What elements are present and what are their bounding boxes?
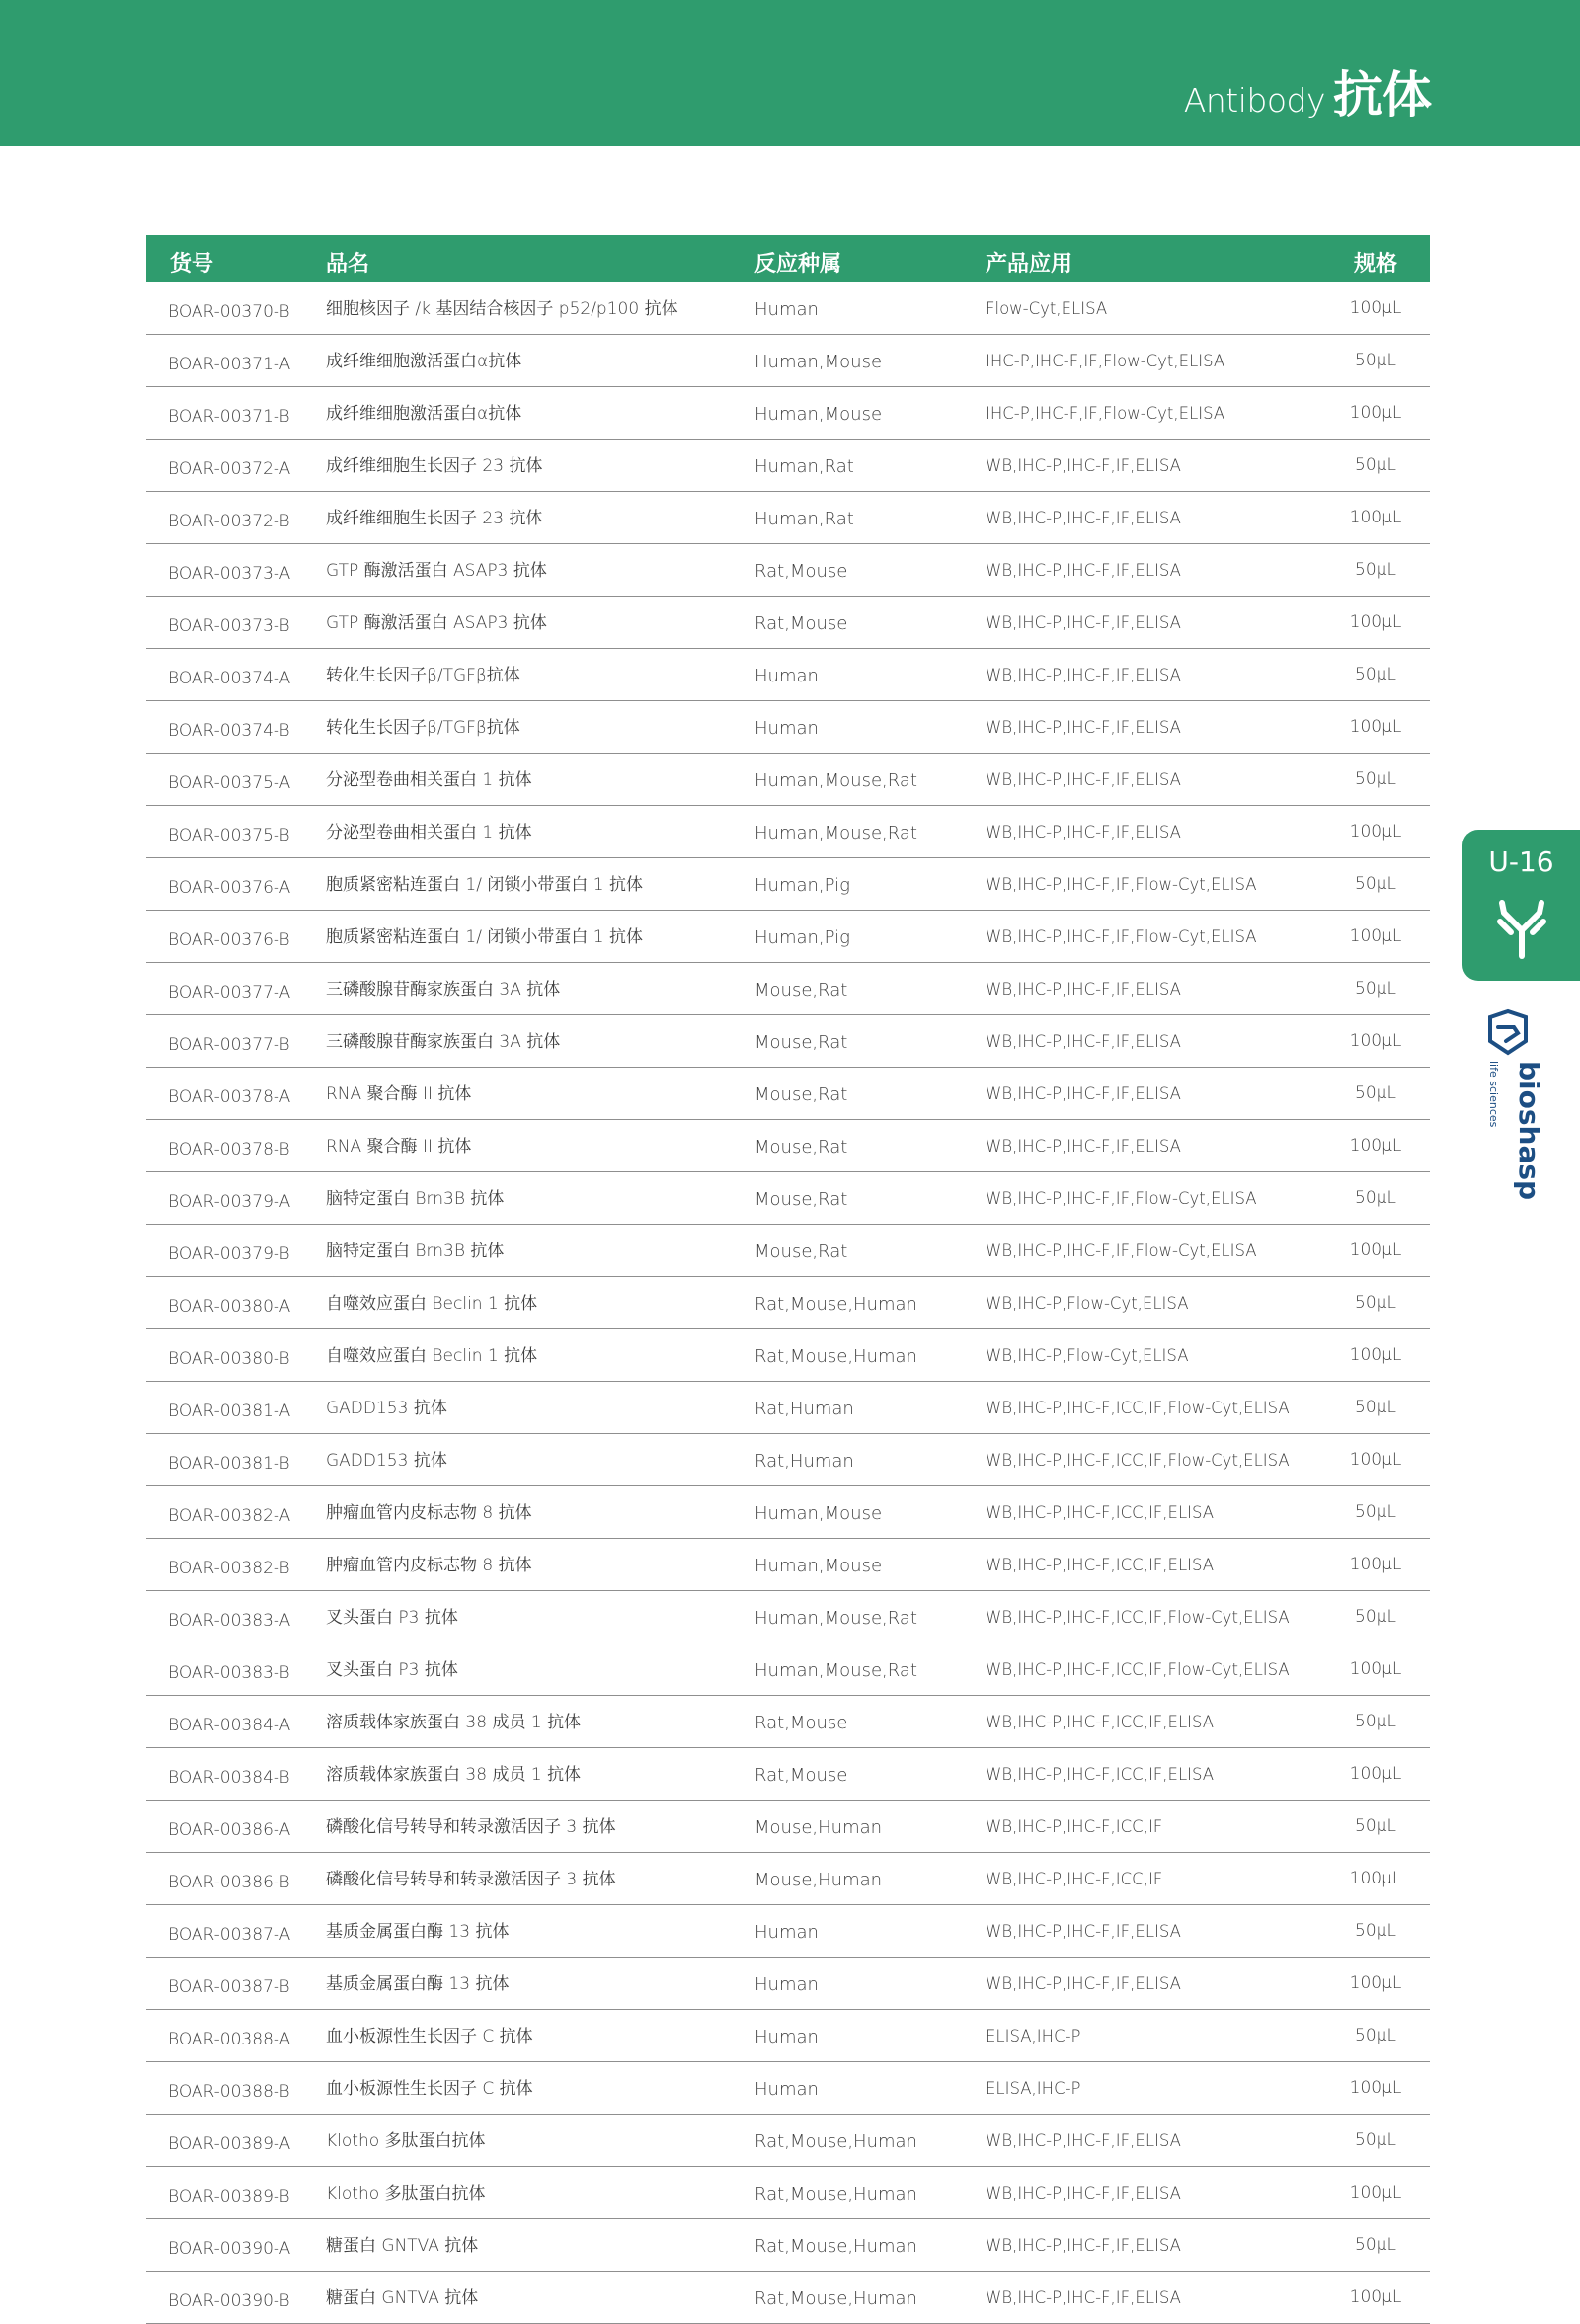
applications: Flow-Cyt,ELISA	[986, 282, 1321, 335]
table-row	[146, 492, 1430, 544]
product-name: 转化生长因子β/TGFβ抗体	[326, 649, 754, 701]
applications: WB,IHC-P,IHC-F,IF,ELISA	[986, 754, 1321, 806]
product-name: 分泌型卷曲相关蛋白 1 抗体	[326, 754, 754, 806]
page-number: U-16	[1488, 845, 1554, 878]
reactivity: Mouse,Human	[754, 1853, 986, 1905]
table-header-row	[146, 235, 1430, 282]
spec: 50μL	[1321, 544, 1430, 597]
product-code: BOAR-00375-B	[146, 806, 326, 858]
product-code: BOAR-00380-A	[146, 1277, 326, 1329]
product-name: 自噬效应蛋白 Beclin 1 抗体	[326, 1277, 754, 1329]
reactivity: Rat,Human	[754, 1434, 986, 1486]
applications: WB,IHC-P,IHC-F,IF,ELISA	[986, 963, 1321, 1015]
spec: 100μL	[1321, 387, 1430, 440]
product-name: 血小板源性生长因子 C 抗体	[326, 2062, 754, 2115]
header-band	[0, 0, 1580, 146]
table-row	[146, 544, 1430, 597]
reactivity: Rat,Mouse,Human	[754, 2219, 986, 2272]
reactivity: Human	[754, 2010, 986, 2062]
product-name: 磷酸化信号转导和转录激活因子 3 抗体	[326, 1801, 754, 1853]
product-name: 血小板源性生长因子 C 抗体	[326, 2010, 754, 2062]
reactivity: Human,Mouse	[754, 387, 986, 440]
product-code: BOAR-00387-A	[146, 1905, 326, 1958]
applications: ELISA,IHC-P	[986, 2062, 1321, 2115]
reactivity: Human,Mouse	[754, 335, 986, 387]
spec: 100μL	[1321, 2167, 1430, 2219]
reactivity: Human,Pig	[754, 911, 986, 963]
table-row	[146, 2272, 1430, 2324]
table-row	[146, 1382, 1430, 1434]
product-code: BOAR-00370-B	[146, 282, 326, 335]
applications: WB,IHC-P,IHC-F,IF,ELISA	[986, 1958, 1321, 2010]
spec: 50μL	[1321, 335, 1430, 387]
table-row	[146, 282, 1430, 335]
applications: WB,IHC-P,IHC-F,IF,ELISA	[986, 1905, 1321, 1958]
product-name: 胞质紧密粘连蛋白 1/ 闭锁小带蛋白 1 抗体	[326, 911, 754, 963]
product-name: 三磷酸腺苷酶家族蛋白 3A 抗体	[326, 963, 754, 1015]
applications: WB,IHC-P,IHC-F,IF,ELISA	[986, 544, 1321, 597]
product-name: 叉头蛋白 P3 抗体	[326, 1643, 754, 1696]
spec: 100μL	[1321, 492, 1430, 544]
product-code: BOAR-00388-A	[146, 2010, 326, 2062]
table-row	[146, 1905, 1430, 1958]
product-name: 脑特定蛋白 Brn3B 抗体	[326, 1225, 754, 1277]
product-name: 溶质载体家族蛋白 38 成员 1 抗体	[326, 1748, 754, 1801]
table-row	[146, 1539, 1430, 1591]
spec: 50μL	[1321, 1382, 1430, 1434]
table-row	[146, 1801, 1430, 1853]
product-name: 自噬效应蛋白 Beclin 1 抗体	[326, 1329, 754, 1382]
table-row	[146, 1853, 1430, 1905]
column-header-spec: 规格	[1353, 251, 1397, 277]
applications: WB,IHC-P,Flow-Cyt,ELISA	[986, 1277, 1321, 1329]
product-name: 基质金属蛋白酶 13 抗体	[326, 1958, 754, 2010]
spec: 100μL	[1321, 1015, 1430, 1068]
spec: 100μL	[1321, 1329, 1430, 1382]
table-row	[146, 335, 1430, 387]
product-name: 肿瘤血管内皮标志物 8 抗体	[326, 1539, 754, 1591]
table-row	[146, 701, 1430, 754]
reactivity: Human	[754, 2062, 986, 2115]
spec: 100μL	[1321, 597, 1430, 649]
column-header-name: 品名	[326, 251, 370, 277]
reactivity: Mouse,Rat	[754, 1225, 986, 1277]
product-name: 糖蛋白 GNTVA 抗体	[326, 2272, 754, 2324]
product-name: 基质金属蛋白酶 13 抗体	[326, 1905, 754, 1958]
table-row	[146, 2167, 1430, 2219]
applications: WB,IHC-P,IHC-F,IF,ELISA	[986, 649, 1321, 701]
reactivity: Human	[754, 701, 986, 754]
table-row	[146, 440, 1430, 492]
applications: WB,IHC-P,IHC-F,IF,ELISA	[986, 1015, 1321, 1068]
applications: WB,IHC-P,IHC-F,ICC,IF	[986, 1801, 1321, 1853]
table-row	[146, 1225, 1430, 1277]
product-name: 成纤维细胞激活蛋白α抗体	[326, 335, 754, 387]
spec: 100μL	[1321, 911, 1430, 963]
reactivity: Mouse,Rat	[754, 1068, 986, 1120]
spec: 100μL	[1321, 1225, 1430, 1277]
spec: 50μL	[1321, 1277, 1430, 1329]
spec: 50μL	[1321, 2010, 1430, 2062]
product-code: BOAR-00382-A	[146, 1486, 326, 1539]
table-row	[146, 963, 1430, 1015]
table-row	[146, 597, 1430, 649]
reactivity: Rat,Human	[754, 1382, 986, 1434]
product-code: BOAR-00390-A	[146, 2219, 326, 2272]
antibody-icon	[1496, 897, 1547, 958]
applications: WB,IHC-P,IHC-F,IF,ELISA	[986, 597, 1321, 649]
product-code: BOAR-00377-B	[146, 1015, 326, 1068]
product-name: 三磷酸腺苷酶家族蛋白 3A 抗体	[326, 1015, 754, 1068]
applications: WB,IHC-P,IHC-F,IF,ELISA	[986, 701, 1321, 754]
applications: WB,IHC-P,IHC-F,ICC,IF,Flow-Cyt,ELISA	[986, 1643, 1321, 1696]
applications: WB,IHC-P,IHC-F,IF,ELISA	[986, 440, 1321, 492]
table-row	[146, 1434, 1430, 1486]
product-code: BOAR-00389-A	[146, 2115, 326, 2167]
product-name: GTP 酶激活蛋白 ASAP3 抗体	[326, 597, 754, 649]
product-name: 成纤维细胞生长因子 23 抗体	[326, 440, 754, 492]
applications: WB,IHC-P,IHC-F,ICC,IF,Flow-Cyt,ELISA	[986, 1591, 1321, 1643]
spec: 50μL	[1321, 1591, 1430, 1643]
product-code: BOAR-00373-B	[146, 597, 326, 649]
product-code: BOAR-00389-B	[146, 2167, 326, 2219]
product-code: BOAR-00372-A	[146, 440, 326, 492]
spec: 50μL	[1321, 1696, 1430, 1748]
product-code: BOAR-00387-B	[146, 1958, 326, 2010]
product-name: Klotho 多肽蛋白抗体	[326, 2167, 754, 2219]
product-code: BOAR-00386-B	[146, 1853, 326, 1905]
product-code: BOAR-00371-B	[146, 387, 326, 440]
product-code: BOAR-00386-A	[146, 1801, 326, 1853]
applications: WB,IHC-P,IHC-F,ICC,IF,ELISA	[986, 1486, 1321, 1539]
applications: WB,IHC-P,IHC-F,IF,ELISA	[986, 2219, 1321, 2272]
table-body	[146, 282, 1430, 2324]
reactivity: Human,Mouse	[754, 1539, 986, 1591]
product-name: 细胞核因子 /k 基因结合核因子 p52/p100 抗体	[326, 282, 754, 335]
reactivity: Rat,Mouse	[754, 597, 986, 649]
column-header-species: 反应种属	[754, 251, 842, 277]
table-row	[146, 911, 1430, 963]
spec: 100μL	[1321, 1434, 1430, 1486]
applications: WB,IHC-P,IHC-F,IF,ELISA	[986, 1120, 1321, 1172]
product-name: 成纤维细胞生长因子 23 抗体	[326, 492, 754, 544]
reactivity: Mouse,Rat	[754, 1015, 986, 1068]
spec: 50μL	[1321, 1801, 1430, 1853]
applications: IHC-P,IHC-F,IF,Flow-Cyt,ELISA	[986, 387, 1321, 440]
product-name: 肿瘤血管内皮标志物 8 抗体	[326, 1486, 754, 1539]
product-code: BOAR-00372-B	[146, 492, 326, 544]
table-row	[146, 1748, 1430, 1801]
column-header-code: 货号	[170, 251, 214, 277]
reactivity: Human,Mouse,Rat	[754, 1643, 986, 1696]
page-title-zh: 抗体	[1333, 66, 1432, 123]
reactivity: Rat,Mouse,Human	[754, 1277, 986, 1329]
applications: WB,IHC-P,IHC-F,IF,Flow-Cyt,ELISA	[986, 858, 1321, 911]
product-name: GTP 酶激活蛋白 ASAP3 抗体	[326, 544, 754, 597]
reactivity: Human,Pig	[754, 858, 986, 911]
reactivity: Rat,Mouse,Human	[754, 1329, 986, 1382]
product-code: BOAR-00382-B	[146, 1539, 326, 1591]
applications: WB,IHC-P,IHC-F,ICC,IF,ELISA	[986, 1748, 1321, 1801]
reactivity: Rat,Mouse,Human	[754, 2115, 986, 2167]
table-row	[146, 1277, 1430, 1329]
reactivity: Human	[754, 649, 986, 701]
spec: 50μL	[1321, 1905, 1430, 1958]
page-title	[1184, 55, 1432, 126]
reactivity: Human,Rat	[754, 440, 986, 492]
product-code: BOAR-00384-B	[146, 1748, 326, 1801]
applications: WB,IHC-P,IHC-F,ICC,IF	[986, 1853, 1321, 1905]
product-code: BOAR-00388-B	[146, 2062, 326, 2115]
reactivity: Rat,Mouse,Human	[754, 2272, 986, 2324]
applications: WB,IHC-P,IHC-F,ICC,IF,Flow-Cyt,ELISA	[986, 1434, 1321, 1486]
product-name: GADD153 抗体	[326, 1382, 754, 1434]
table-row	[146, 1329, 1430, 1382]
spec: 100μL	[1321, 1539, 1430, 1591]
reactivity: Rat,Mouse	[754, 1696, 986, 1748]
product-table	[146, 235, 1430, 2324]
product-code: BOAR-00380-B	[146, 1329, 326, 1382]
table-row	[146, 2010, 1430, 2062]
spec: 100μL	[1321, 806, 1430, 858]
table-row	[146, 1643, 1430, 1696]
table-row	[146, 1068, 1430, 1120]
table-row	[146, 1120, 1430, 1172]
spec: 50μL	[1321, 858, 1430, 911]
reactivity: Human,Rat	[754, 492, 986, 544]
brand-name: bioshasp	[1513, 1061, 1545, 1201]
table-row	[146, 387, 1430, 440]
applications: WB,IHC-P,IHC-F,IF,Flow-Cyt,ELISA	[986, 1225, 1321, 1277]
table-row	[146, 1696, 1430, 1748]
product-name: 分泌型卷曲相关蛋白 1 抗体	[326, 806, 754, 858]
reactivity: Rat,Mouse	[754, 1748, 986, 1801]
product-name: RNA 聚合酶 II 抗体	[326, 1120, 754, 1172]
product-code: BOAR-00376-A	[146, 858, 326, 911]
table-row	[146, 754, 1430, 806]
reactivity: Mouse,Rat	[754, 1120, 986, 1172]
table-row	[146, 1486, 1430, 1539]
applications: WB,IHC-P,IHC-F,ICC,IF,ELISA	[986, 1539, 1321, 1591]
reactivity: Human,Mouse,Rat	[754, 806, 986, 858]
spec: 100μL	[1321, 1643, 1430, 1696]
reactivity: Mouse,Rat	[754, 1172, 986, 1225]
reactivity: Mouse,Human	[754, 1801, 986, 1853]
applications: WB,IHC-P,IHC-F,ICC,IF,Flow-Cyt,ELISA	[986, 1382, 1321, 1434]
product-code: BOAR-00376-B	[146, 911, 326, 963]
table-row	[146, 1591, 1430, 1643]
applications: WB,IHC-P,IHC-F,IF,ELISA	[986, 2115, 1321, 2167]
reactivity: Human	[754, 282, 986, 335]
spec: 100μL	[1321, 701, 1430, 754]
product-name: RNA 聚合酶 II 抗体	[326, 1068, 754, 1120]
brand-tagline: life sciences	[1487, 1061, 1500, 1128]
spec: 100μL	[1321, 2062, 1430, 2115]
product-name: 转化生长因子β/TGFβ抗体	[326, 701, 754, 754]
reactivity: Human,Mouse	[754, 1486, 986, 1539]
product-name: 溶质载体家族蛋白 38 成员 1 抗体	[326, 1696, 754, 1748]
bioshasp-logo	[1478, 1011, 1545, 1201]
product-code: BOAR-00373-A	[146, 544, 326, 597]
product-code: BOAR-00379-A	[146, 1172, 326, 1225]
product-code: BOAR-00390-B	[146, 2272, 326, 2324]
product-code: BOAR-00379-B	[146, 1225, 326, 1277]
spec: 50μL	[1321, 440, 1430, 492]
spec: 50μL	[1321, 649, 1430, 701]
table-row	[146, 858, 1430, 911]
spec: 50μL	[1321, 963, 1430, 1015]
product-code: BOAR-00371-A	[146, 335, 326, 387]
table-row	[146, 2115, 1430, 2167]
reactivity: Human	[754, 1958, 986, 2010]
product-code: BOAR-00384-A	[146, 1696, 326, 1748]
product-code: BOAR-00381-B	[146, 1434, 326, 1486]
product-name: Klotho 多肽蛋白抗体	[326, 2115, 754, 2167]
product-name: 脑特定蛋白 Brn3B 抗体	[326, 1172, 754, 1225]
spec: 100μL	[1321, 282, 1430, 335]
product-code: BOAR-00377-A	[146, 963, 326, 1015]
section-tab	[1462, 830, 1580, 981]
product-code: BOAR-00378-A	[146, 1068, 326, 1120]
table-row	[146, 1958, 1430, 2010]
product-code: BOAR-00383-A	[146, 1591, 326, 1643]
spec: 100μL	[1321, 2272, 1430, 2324]
spec: 100μL	[1321, 1958, 1430, 2010]
reactivity: Rat,Mouse,Human	[754, 2167, 986, 2219]
product-code: BOAR-00375-A	[146, 754, 326, 806]
table-row	[146, 649, 1430, 701]
spec: 50μL	[1321, 2219, 1430, 2272]
product-name: 糖蛋白 GNTVA 抗体	[326, 2219, 754, 2272]
spec: 50μL	[1321, 1486, 1430, 1539]
spec: 50μL	[1321, 1172, 1430, 1225]
applications: WB,IHC-P,IHC-F,IF,ELISA	[986, 492, 1321, 544]
product-name: 叉头蛋白 P3 抗体	[326, 1591, 754, 1643]
spec: 50μL	[1321, 2115, 1430, 2167]
product-code: BOAR-00383-B	[146, 1643, 326, 1696]
product-code: BOAR-00378-B	[146, 1120, 326, 1172]
reactivity: Human,Mouse,Rat	[754, 754, 986, 806]
product-code: BOAR-00374-B	[146, 701, 326, 754]
applications: IHC-P,IHC-F,IF,Flow-Cyt,ELISA	[986, 335, 1321, 387]
spec: 100μL	[1321, 1853, 1430, 1905]
applications: WB,IHC-P,IHC-F,IF,ELISA	[986, 2167, 1321, 2219]
product-code: BOAR-00381-A	[146, 1382, 326, 1434]
product-name: 磷酸化信号转导和转录激活因子 3 抗体	[326, 1853, 754, 1905]
reactivity: Human,Mouse,Rat	[754, 1591, 986, 1643]
product-name: 胞质紧密粘连蛋白 1/ 闭锁小带蛋白 1 抗体	[326, 858, 754, 911]
table-row	[146, 806, 1430, 858]
product-name: GADD153 抗体	[326, 1434, 754, 1486]
applications: ELISA,IHC-P	[986, 2010, 1321, 2062]
table-row	[146, 1015, 1430, 1068]
spec: 50μL	[1321, 754, 1430, 806]
applications: WB,IHC-P,IHC-F,IF,Flow-Cyt,ELISA	[986, 911, 1321, 963]
applications: WB,IHC-P,IHC-F,IF,ELISA	[986, 806, 1321, 858]
table-row	[146, 2062, 1430, 2115]
applications: WB,IHC-P,IHC-F,IF,ELISA	[986, 2272, 1321, 2324]
product-name: 成纤维细胞激活蛋白α抗体	[326, 387, 754, 440]
spec: 100μL	[1321, 1120, 1430, 1172]
page-title-en: Antibody	[1183, 81, 1325, 120]
spec: 50μL	[1321, 1068, 1430, 1120]
applications: WB,IHC-P,Flow-Cyt,ELISA	[986, 1329, 1321, 1382]
product-code: BOAR-00374-A	[146, 649, 326, 701]
applications: WB,IHC-P,IHC-F,IF,ELISA	[986, 1068, 1321, 1120]
column-header-applications: 产品应用	[986, 251, 1073, 277]
table-row	[146, 1172, 1430, 1225]
applications: WB,IHC-P,IHC-F,IF,Flow-Cyt,ELISA	[986, 1172, 1321, 1225]
reactivity: Rat,Mouse	[754, 544, 986, 597]
reactivity: Mouse,Rat	[754, 963, 986, 1015]
table-row	[146, 2219, 1430, 2272]
applications: WB,IHC-P,IHC-F,ICC,IF,ELISA	[986, 1696, 1321, 1748]
spec: 100μL	[1321, 1748, 1430, 1801]
reactivity: Human	[754, 1905, 986, 1958]
